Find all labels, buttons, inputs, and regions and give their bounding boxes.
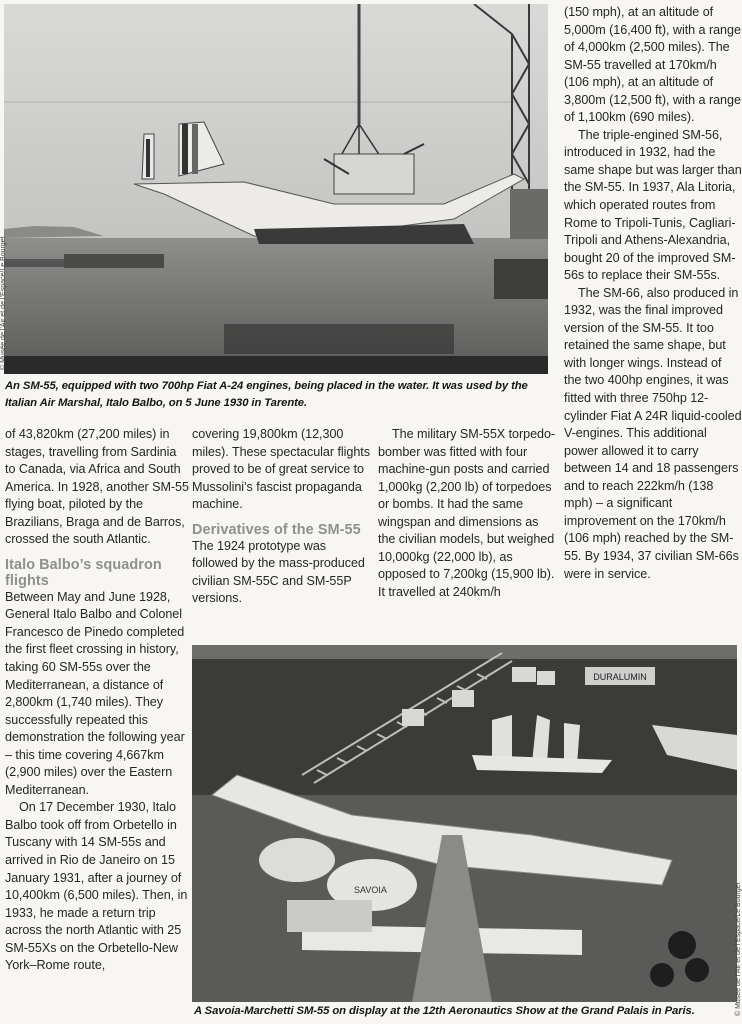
photo-aeronautics-show — [192, 645, 737, 1002]
text-column-3 — [378, 426, 558, 601]
text-column-1 — [5, 426, 189, 975]
info-placard — [287, 900, 372, 932]
photo-credit-top: © Musée de l’Air et de l’Espace/Le Bourget — [0, 236, 7, 370]
dock — [494, 259, 548, 299]
seaplane-crane-illustration — [4, 4, 548, 374]
gallery-balcony — [192, 645, 737, 659]
photo-sm55-crane-lift — [4, 4, 548, 374]
paragraph: Between May and June 1928, General Italo Balbo and Colonel Francesco de Pinedo completed the first fleet crossing in history, taking 60 SM-55s over the Mediterranean, a distance of 2,800km (1,740 miles). They successfully repeated this demonstration the following year – this time covering 4,667km (2,900 miles) over the Eastern Mediterranean. — [5, 589, 185, 797]
paragraph: covering 19,800km (12,300 miles). These spectacular flights proved to be of great service to Mussolini’s fascist propaganda machine. — [192, 427, 371, 512]
text-column-2 — [192, 426, 372, 608]
exhibition-hall-illustration — [192, 645, 737, 1002]
caption-bottom-photo: A Savoia-Marchetti SM-55 on display at the 12th Aeronautics Show at the Grand Palais in Paris. — [194, 1005, 695, 1017]
paragraph: The military SM-55X torpedo-bomber was fitted with four machine-gun posts and carried 1,000kg (2,200 lb) of torpedoes or bombs. It had the same wingspan and dimensions as the civilian models, but weighed 10,000kg (22,000 lb), as opposed to 7,200kg (15,900 lb). It travelled at 240km/h — [378, 427, 556, 599]
text-column-4 — [564, 4, 742, 583]
foreground-edge — [4, 356, 548, 374]
small-launch — [4, 259, 64, 267]
section-heading-balbo-flights: Italo Balbo’s squadron flights — [5, 556, 162, 589]
tow-boat — [64, 254, 164, 268]
crane-cabin — [510, 189, 548, 239]
hull-marking-text: SAVOIA — [354, 885, 387, 895]
paragraph: The triple-engined SM-56, introduced in 1932, had the same shape but was larger than the SM-55. In 1937, Ala Litoria, which operated routes from Rome to Tripoli-Tunis, Cagliari-Tripoli and Athens-Alexandria, bought 20 of the improved SM-56s to replace their SM-55s. — [564, 127, 742, 283]
paragraph: The SM-66, also produced in 1932, was the final improved version of the SM-55. It too retained the same shape, but with longer wings. Instead of the two 400hp engines, it was fitted with three 750hp 12-cylinder Fiat A 24R liquid-cooled V-engines. This additional power allowed it to carry between 14 and 18 passengers and to reach 222km/h (138 mph) – a significant improvement on the 170km/h (106 mph) reached by the SM-55. By 1934, 37 civilian SM-66s were in service. — [564, 285, 742, 581]
section-heading-derivatives: Derivatives of the SM-55 — [192, 521, 361, 538]
paragraph: of 43,820km (27,200 miles) in stages, travelling from Sardinia to Canada, via Africa and South America. In 1928, another SM-55 flying boat, piloted by the Brazilians, Braga and de Barros, crossed the south Atlantic. — [5, 427, 189, 547]
paragraph: (150 mph), at an altitude of 5,000m (16,400 ft), with a range of 4,000km (2,500 miles). The SM-55 travelled at 170km/h (106 mph), at an altitude of 3,800m (12,500 ft), with a range of 1,100km (690 miles). — [564, 5, 741, 125]
paragraph: On 17 December 1930, Italo Balbo took off from Orbetello in Tuscany with 14 SM-55s and arrived in Rio de Janeiro on 15 January 1931, after a journey of 10,400km (6,500 miles). Then, in 1933, he made a return trip across the north Atlantic with 25 SM-55Xs on the Orbetello-New York–Rome route, — [5, 800, 188, 973]
caption-top-photo: An SM-55, equipped with two 700hp Fiat A-24 engines, being placed in the water. It was used by the Italian Air Marshal, Italo Balbo, on 5 June 1930 in Tarente. — [5, 380, 528, 409]
photo-credit-bottom: © Musée de l’Air et de l’Espace/Le Bourget — [735, 882, 742, 1016]
paragraph: The 1924 prototype was followed by the mass-produced civilian SM-55C and SM-55P versions. — [192, 538, 365, 606]
duralumin-sign-text: DURALUMIN — [593, 672, 647, 682]
water-reflection — [224, 324, 454, 354]
